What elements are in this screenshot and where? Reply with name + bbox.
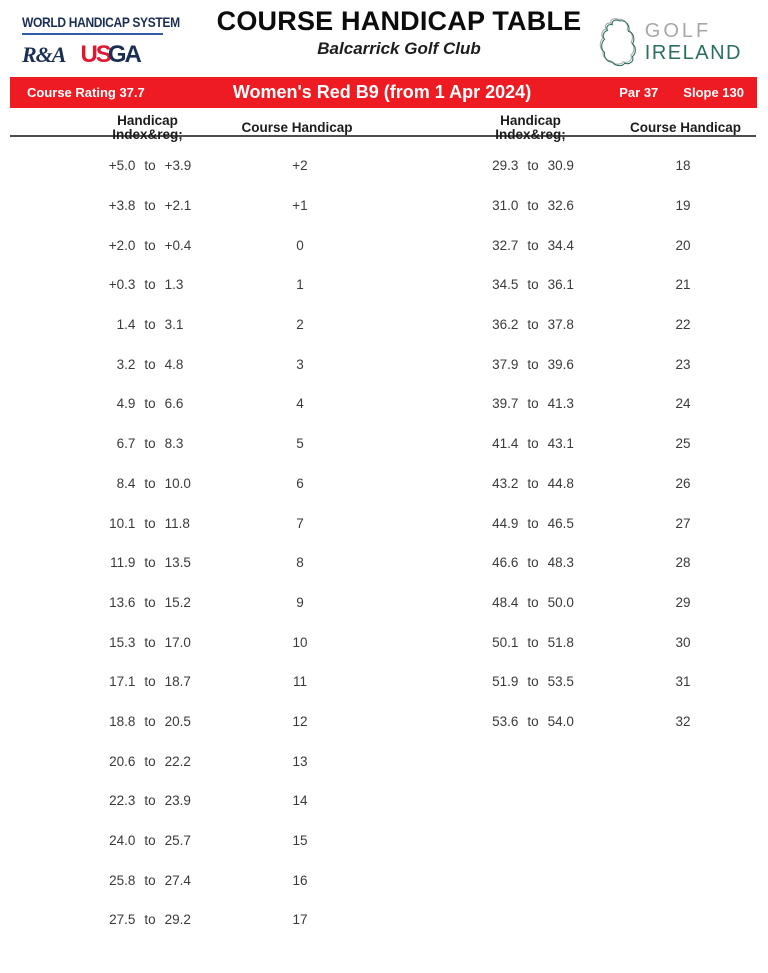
handicap-index-header-line2: Index&reg; bbox=[495, 127, 566, 142]
handicap-index-range bbox=[40, 595, 260, 610]
handicap-index-range bbox=[423, 476, 643, 491]
table-row bbox=[10, 781, 383, 821]
index-high-value: 44.8 bbox=[547, 475, 574, 491]
course-handicap-value: 9 bbox=[296, 594, 304, 610]
handicap-index-range bbox=[40, 396, 260, 411]
course-handicap-value: 11 bbox=[292, 674, 307, 690]
handicap-index-range bbox=[40, 436, 260, 451]
index-high-value: +0.4 bbox=[164, 237, 192, 253]
to-label: to bbox=[144, 912, 156, 928]
handicap-index-range bbox=[423, 635, 643, 650]
handicap-index-range bbox=[40, 555, 260, 570]
page-title: COURSE HANDICAP TABLE bbox=[216, 6, 582, 36]
to-label: to bbox=[144, 317, 156, 333]
handicap-index-range bbox=[40, 198, 260, 213]
index-high-value: 46.5 bbox=[547, 515, 574, 531]
usga-logo-ga: GA bbox=[107, 41, 140, 68]
golf-ireland-wordmark bbox=[645, 20, 742, 64]
to-label: to bbox=[144, 396, 156, 412]
course-handicap-value: 21 bbox=[675, 277, 691, 293]
index-low-value: 29.3 bbox=[492, 158, 519, 174]
index-low-value: 53.6 bbox=[492, 713, 519, 729]
course-handicap-value: 6 bbox=[296, 475, 304, 491]
course-handicap-value: 16 bbox=[292, 872, 308, 888]
table-row bbox=[10, 146, 383, 186]
handicap-index-range bbox=[40, 476, 260, 491]
table-row bbox=[10, 900, 383, 940]
index-high-value: 22.2 bbox=[164, 753, 191, 769]
table-row bbox=[10, 464, 383, 504]
handicap-index-range bbox=[40, 516, 260, 531]
course-handicap-value: 30 bbox=[675, 634, 691, 650]
handicap-index-range bbox=[423, 238, 643, 253]
course-handicap-value: 2 bbox=[296, 317, 304, 333]
to-label: to bbox=[144, 475, 156, 491]
index-low-value: 3.2 bbox=[116, 356, 136, 372]
course-handicap-value: 8 bbox=[296, 555, 304, 571]
index-high-value: 29.2 bbox=[164, 912, 191, 928]
index-low-value: 50.1 bbox=[492, 634, 519, 650]
index-high-value: 6.6 bbox=[164, 396, 184, 412]
course-handicap-value: 12 bbox=[292, 713, 308, 729]
handicap-index-range bbox=[423, 555, 643, 570]
handicap-index-range bbox=[40, 873, 260, 888]
index-low-value: 6.7 bbox=[116, 436, 136, 452]
to-label: to bbox=[527, 515, 539, 531]
table-row bbox=[393, 146, 766, 186]
handicap-index-header-left bbox=[85, 114, 210, 142]
handicap-index-range bbox=[423, 317, 643, 332]
index-high-value: 48.3 bbox=[547, 555, 574, 571]
index-high-value: 54.0 bbox=[547, 713, 574, 729]
table-row bbox=[10, 583, 383, 623]
to-label: to bbox=[144, 555, 156, 571]
to-label: to bbox=[144, 713, 156, 729]
to-label: to bbox=[527, 475, 539, 491]
to-label: to bbox=[144, 158, 156, 174]
index-high-value: 15.2 bbox=[164, 594, 191, 610]
whs-underline bbox=[22, 33, 163, 35]
to-label: to bbox=[527, 396, 539, 412]
handicap-table-right-column bbox=[393, 146, 766, 741]
handicap-index-range bbox=[423, 198, 643, 213]
to-label: to bbox=[144, 277, 156, 293]
handicap-index-range bbox=[40, 317, 260, 332]
index-high-value: 34.4 bbox=[547, 237, 574, 253]
course-handicap-value: 25 bbox=[675, 436, 691, 452]
handicap-index-range bbox=[40, 158, 260, 173]
table-row bbox=[10, 622, 383, 662]
to-label: to bbox=[144, 793, 156, 809]
whs-logo-block bbox=[22, 14, 192, 69]
index-high-value: 13.5 bbox=[164, 555, 191, 571]
to-label: to bbox=[144, 833, 156, 849]
table-row bbox=[393, 186, 766, 226]
index-high-value: 11.8 bbox=[164, 515, 190, 531]
to-label: to bbox=[144, 594, 156, 610]
index-high-value: 4.8 bbox=[164, 356, 184, 372]
course-handicap-value: 20 bbox=[675, 237, 691, 253]
handicap-index-range bbox=[423, 396, 643, 411]
index-low-value: +0.3 bbox=[108, 277, 136, 293]
to-label: to bbox=[527, 436, 539, 452]
handicap-index-range bbox=[40, 833, 260, 848]
par-slope-group bbox=[619, 85, 744, 100]
whs-logo-title: WORLD HANDICAP SYSTEM bbox=[22, 14, 180, 30]
tee-banner bbox=[10, 77, 757, 108]
index-low-value: 44.9 bbox=[492, 515, 519, 531]
table-row bbox=[10, 305, 383, 345]
handicap-index-range bbox=[423, 357, 643, 372]
to-label: to bbox=[527, 277, 539, 293]
to-label: to bbox=[527, 555, 539, 571]
handicap-index-range bbox=[40, 277, 260, 292]
index-high-value: 30.9 bbox=[547, 158, 574, 174]
course-rating-label: Course Rating 37.7 bbox=[27, 85, 145, 100]
course-handicap-value: 10 bbox=[292, 634, 308, 650]
table-row bbox=[393, 424, 766, 464]
index-low-value: 1.4 bbox=[116, 317, 136, 333]
usga-logo-us: US bbox=[80, 41, 110, 68]
course-handicap-value: 5 bbox=[296, 436, 304, 452]
course-handicap-value: 32 bbox=[675, 713, 691, 729]
index-high-value: 37.8 bbox=[547, 317, 574, 333]
table-row bbox=[393, 702, 766, 742]
index-low-value: 48.4 bbox=[492, 594, 519, 610]
handicap-index-range bbox=[40, 714, 260, 729]
to-label: to bbox=[527, 356, 539, 372]
table-row bbox=[393, 662, 766, 702]
table-row bbox=[393, 622, 766, 662]
course-handicap-value: 26 bbox=[675, 475, 691, 491]
table-row bbox=[393, 543, 766, 583]
course-handicap-value: 24 bbox=[675, 396, 691, 412]
to-label: to bbox=[144, 356, 156, 372]
index-low-value: 31.0 bbox=[492, 198, 519, 214]
index-low-value: 15.3 bbox=[109, 634, 136, 650]
index-high-value: 17.0 bbox=[164, 634, 191, 650]
course-handicap-value: 4 bbox=[296, 396, 304, 412]
to-label: to bbox=[144, 753, 156, 769]
handicap-index-range bbox=[423, 158, 643, 173]
to-label: to bbox=[527, 634, 539, 650]
course-handicap-value: 23 bbox=[675, 356, 691, 372]
index-high-value: 27.4 bbox=[164, 872, 191, 888]
index-high-value: 10.0 bbox=[164, 475, 191, 491]
index-high-value: 41.3 bbox=[547, 396, 574, 412]
to-label: to bbox=[144, 515, 156, 531]
par-label: Par 37 bbox=[619, 85, 659, 100]
to-label: to bbox=[527, 158, 539, 174]
governing-body-logos bbox=[22, 41, 192, 69]
course-handicap-value: 31 bbox=[675, 674, 691, 690]
course-handicap-value: 15 bbox=[292, 833, 308, 849]
index-low-value: 13.6 bbox=[109, 594, 136, 610]
to-label: to bbox=[144, 237, 156, 253]
course-handicap-value: 17 bbox=[292, 912, 308, 928]
table-row bbox=[10, 662, 383, 702]
course-handicap-value: 22 bbox=[675, 317, 691, 333]
course-handicap-value: 13 bbox=[292, 753, 308, 769]
index-low-value: 18.8 bbox=[109, 713, 136, 729]
course-handicap-value: 29 bbox=[675, 594, 691, 610]
handicap-index-range bbox=[423, 516, 643, 531]
index-low-value: 37.9 bbox=[492, 356, 519, 372]
handicap-index-range bbox=[40, 793, 260, 808]
to-label: to bbox=[527, 237, 539, 253]
handicap-table-left-column bbox=[10, 146, 383, 940]
handicap-index-header-line1: Handicap bbox=[500, 113, 561, 128]
index-low-value: 32.7 bbox=[492, 237, 519, 253]
to-label: to bbox=[527, 594, 539, 610]
slope-label: Slope 130 bbox=[683, 85, 744, 100]
table-row bbox=[393, 583, 766, 623]
to-label: to bbox=[144, 198, 156, 214]
table-row bbox=[393, 225, 766, 265]
table-row bbox=[393, 384, 766, 424]
handicap-index-range bbox=[40, 635, 260, 650]
table-row bbox=[10, 384, 383, 424]
table-row bbox=[10, 543, 383, 583]
handicap-index-range bbox=[423, 436, 643, 451]
index-low-value: 11.9 bbox=[110, 555, 136, 571]
handicap-index-range bbox=[40, 674, 260, 689]
course-handicap-value: +1 bbox=[292, 198, 308, 214]
course-handicap-header-right: Course Handicap bbox=[629, 120, 742, 135]
index-high-value: +2.1 bbox=[164, 198, 192, 214]
table-row bbox=[10, 186, 383, 226]
index-high-value: 18.7 bbox=[164, 674, 191, 690]
index-high-value: 51.8 bbox=[547, 634, 574, 650]
index-high-value: 32.6 bbox=[547, 198, 574, 214]
to-label: to bbox=[144, 872, 156, 888]
handicap-index-range bbox=[40, 754, 260, 769]
to-label: to bbox=[144, 674, 156, 690]
index-low-value: 8.4 bbox=[116, 475, 136, 491]
index-low-value: +5.0 bbox=[108, 158, 136, 174]
golf-ireland-word-golf: GOLF bbox=[644, 20, 712, 42]
table-row bbox=[10, 702, 383, 742]
handicap-index-header-line2: Index&reg; bbox=[112, 127, 183, 142]
index-high-value: 25.7 bbox=[164, 833, 191, 849]
index-low-value: 43.2 bbox=[492, 475, 519, 491]
course-handicap-value: 1 bbox=[296, 277, 304, 293]
golf-ireland-word-ireland: IRELAND bbox=[644, 42, 742, 64]
table-row bbox=[10, 821, 383, 861]
handicap-index-header-right bbox=[468, 114, 593, 142]
table-row bbox=[393, 464, 766, 504]
index-low-value: 27.5 bbox=[109, 912, 136, 928]
course-handicap-value: 19 bbox=[675, 198, 691, 214]
table-row bbox=[393, 344, 766, 384]
to-label: to bbox=[144, 436, 156, 452]
to-label: to bbox=[527, 317, 539, 333]
handicap-index-range bbox=[423, 714, 643, 729]
randa-logo: R&A bbox=[22, 42, 66, 67]
index-high-value: 23.9 bbox=[164, 793, 191, 809]
handicap-index-range bbox=[423, 277, 643, 292]
course-handicap-value: 18 bbox=[675, 158, 691, 174]
index-high-value: +3.9 bbox=[164, 158, 192, 174]
table-row bbox=[10, 225, 383, 265]
index-high-value: 8.3 bbox=[164, 436, 184, 452]
title-block bbox=[184, 6, 614, 59]
index-low-value: 20.6 bbox=[109, 753, 136, 769]
index-high-value: 53.5 bbox=[547, 674, 574, 690]
index-low-value: 41.4 bbox=[492, 436, 519, 452]
table-row bbox=[10, 424, 383, 464]
table-row bbox=[393, 503, 766, 543]
club-name-subtitle: Balcarrick Golf Club bbox=[317, 39, 481, 58]
index-low-value: 34.5 bbox=[492, 277, 519, 293]
course-handicap-value: 27 bbox=[675, 515, 691, 531]
to-label: to bbox=[527, 198, 539, 214]
tee-title: Women's Red B9 (from 1 Apr 2024) bbox=[232, 82, 532, 102]
course-handicap-header-left: Course Handicap bbox=[241, 120, 353, 135]
course-handicap-value: 7 bbox=[296, 515, 304, 531]
course-handicap-value: +2 bbox=[292, 158, 308, 174]
index-low-value: 25.8 bbox=[109, 872, 136, 888]
ireland-map-icon bbox=[599, 17, 639, 67]
index-high-value: 1.3 bbox=[164, 277, 184, 293]
index-low-value: +2.0 bbox=[108, 237, 136, 253]
to-label: to bbox=[527, 674, 539, 690]
table-row bbox=[393, 265, 766, 305]
index-high-value: 39.6 bbox=[547, 356, 574, 372]
handicap-index-range bbox=[40, 357, 260, 372]
table-row bbox=[10, 860, 383, 900]
usga-logo bbox=[80, 41, 139, 69]
index-low-value: 39.7 bbox=[492, 396, 519, 412]
handicap-index-range bbox=[423, 674, 643, 689]
index-high-value: 3.1 bbox=[164, 317, 184, 333]
course-handicap-value: 0 bbox=[296, 237, 304, 253]
index-low-value: +3.8 bbox=[108, 198, 136, 214]
table-row bbox=[393, 305, 766, 345]
index-low-value: 36.2 bbox=[492, 317, 519, 333]
handicap-index-header-line1: Handicap bbox=[117, 113, 178, 128]
handicap-index-range bbox=[423, 595, 643, 610]
index-high-value: 50.0 bbox=[547, 594, 574, 610]
course-handicap-value: 28 bbox=[675, 555, 691, 571]
index-high-value: 20.5 bbox=[164, 713, 191, 729]
table-row bbox=[10, 344, 383, 384]
index-low-value: 22.3 bbox=[109, 793, 136, 809]
index-low-value: 4.9 bbox=[116, 396, 136, 412]
golf-ireland-logo bbox=[599, 17, 742, 67]
course-handicap-value: 3 bbox=[296, 356, 304, 372]
index-high-value: 43.1 bbox=[547, 436, 574, 452]
handicap-index-range bbox=[40, 238, 260, 253]
index-high-value: 36.1 bbox=[547, 277, 574, 293]
index-low-value: 46.6 bbox=[492, 555, 519, 571]
handicap-index-range bbox=[40, 912, 260, 927]
table-row bbox=[10, 503, 383, 543]
index-low-value: 10.1 bbox=[109, 515, 136, 531]
course-handicap-value: 14 bbox=[292, 793, 308, 809]
to-label: to bbox=[144, 634, 156, 650]
table-row bbox=[10, 741, 383, 781]
index-low-value: 24.0 bbox=[109, 833, 136, 849]
table-row bbox=[10, 265, 383, 305]
to-label: to bbox=[527, 713, 539, 729]
index-low-value: 17.1 bbox=[109, 674, 136, 690]
index-low-value: 51.9 bbox=[492, 674, 519, 690]
